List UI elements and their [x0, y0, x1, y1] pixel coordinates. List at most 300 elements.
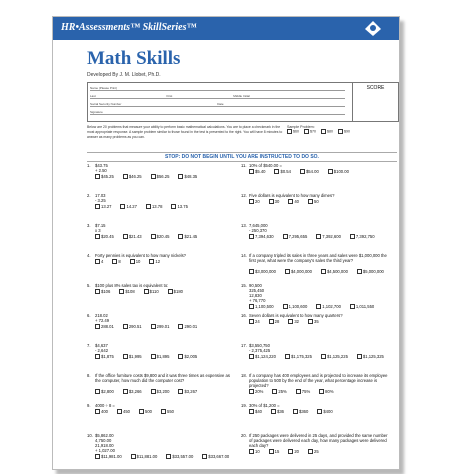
question-stem: 10% of $540.00 =: [249, 163, 282, 168]
checkbox[interactable]: [151, 324, 156, 329]
checkbox[interactable]: [95, 174, 100, 179]
answer-option-label: $11,881.00: [136, 454, 158, 459]
answer-option-label: 20: [255, 199, 260, 204]
question-number: 1.: [87, 163, 91, 168]
answer-option-label: $0.54: [280, 169, 291, 174]
checkbox[interactable]: [178, 324, 183, 329]
checkbox[interactable]: [171, 204, 176, 209]
answer-option-label: 290.51: [128, 324, 142, 329]
question-number: 16.: [241, 313, 247, 318]
answer-option-label: $108: [125, 289, 135, 294]
checkbox[interactable]: [269, 449, 274, 454]
checkbox[interactable]: [283, 234, 288, 239]
answer-option-label: 7,394,630: [255, 234, 274, 239]
answer-option[interactable]: [321, 354, 348, 359]
ssn-label: Social Security Number: [90, 102, 122, 106]
answer-option-label: $21.43: [128, 234, 142, 239]
answer-option-label: 75%: [301, 389, 311, 394]
checkbox[interactable]: [288, 319, 293, 324]
answer-option-label: 15: [274, 449, 280, 454]
answer-option[interactable]: [272, 389, 286, 394]
question-stem: $5,862.00 4,750.00 21,918.00 + 1,027.00: [95, 433, 115, 453]
answer-option-label: $48.35: [184, 174, 198, 179]
checkbox[interactable]: [131, 454, 136, 459]
answer-option-label: $110: [149, 289, 159, 294]
answer-options: [95, 234, 206, 239]
checkbox[interactable]: [151, 234, 156, 239]
checkbox[interactable]: [161, 409, 166, 414]
answer-option-label: 8: [118, 259, 121, 264]
checkbox[interactable]: [123, 354, 128, 359]
checkbox[interactable]: [168, 289, 173, 294]
checkbox[interactable]: [178, 389, 183, 394]
checkbox[interactable]: [95, 204, 100, 209]
answer-option[interactable]: [308, 319, 319, 324]
checkbox[interactable]: [249, 409, 254, 414]
signature-field[interactable]: Signature: [90, 110, 345, 115]
checkbox[interactable]: [269, 319, 274, 324]
answer-options: [95, 389, 206, 394]
answer-options: [95, 354, 206, 359]
answer-option-label: 24: [255, 319, 260, 324]
answer-option-label: $21.45: [184, 234, 198, 239]
answer-option[interactable]: [95, 174, 114, 179]
answer-option-label: $1,895: [156, 354, 170, 359]
last-label: Last: [90, 94, 96, 98]
answer-option[interactable]: [120, 204, 136, 209]
answer-option[interactable]: [151, 389, 170, 394]
answer-options: [249, 389, 343, 394]
checkbox[interactable]: [146, 204, 151, 209]
answer-option-label: 299.01: [156, 324, 170, 329]
answer-option[interactable]: [249, 319, 260, 324]
checkbox[interactable]: [350, 234, 355, 239]
answer-option-label: 13.78: [151, 204, 163, 209]
answer-option[interactable]: [95, 389, 114, 394]
checkbox[interactable]: [139, 409, 144, 414]
answer-option-label: 7,295,655: [288, 234, 308, 239]
answer-option[interactable]: [178, 354, 197, 359]
answer-option[interactable]: [328, 169, 349, 174]
answer-option-label: $180: [173, 289, 183, 294]
first-label: First: [166, 94, 173, 98]
answer-option-label: 288.01: [101, 324, 114, 329]
answer-option-label: 1,102,700: [322, 304, 341, 309]
score-box: SCORE: [352, 83, 398, 121]
answer-option-label: $33,557.00: [172, 454, 194, 459]
answer-option-label: $5.40: [255, 169, 266, 174]
answer-option-label: $56.25: [156, 174, 170, 179]
answer-option[interactable]: [249, 409, 262, 414]
answer-options: [95, 204, 197, 209]
checkbox[interactable]: [300, 169, 305, 174]
answer-option-label: 500: [145, 409, 152, 414]
answer-option[interactable]: [95, 289, 110, 294]
answer-options: [249, 449, 328, 454]
question-stem: If a company has 400 employees and is projected to increase its employee population to 500 by the end of the year, what percentage increase is projected?: [249, 373, 388, 388]
answer-option-label: 13.27: [101, 204, 112, 209]
answer-option[interactable]: [300, 169, 319, 174]
answer-option[interactable]: [131, 454, 158, 459]
answer-option[interactable]: [178, 234, 197, 239]
checkbox[interactable]: [293, 409, 298, 414]
checkbox[interactable]: [249, 354, 254, 359]
checkbox[interactable]: [317, 409, 322, 414]
checkbox[interactable]: [249, 389, 254, 394]
checkbox[interactable]: [283, 304, 288, 309]
question-stem: Forty pennies is equivalent to how many nickels?: [95, 253, 187, 258]
checkbox[interactable]: [144, 289, 149, 294]
answer-options: [249, 304, 383, 309]
puzzle-logo-icon: [363, 19, 383, 37]
answer-option-label: $3,266: [128, 389, 142, 394]
question-stem: If a company tripled its sales in three years and sales were $1,000,000 the first year, what were the company's sales the third year?: [249, 253, 387, 263]
checkbox[interactable]: [166, 454, 171, 459]
answer-options: [249, 354, 393, 359]
answer-option[interactable]: [144, 289, 159, 294]
stop-notice: STOP: DO NOT BEGIN UNTIL YOU ARE INSTRUCTED TO DO SO.: [87, 152, 397, 162]
question-number: 3.: [87, 223, 91, 228]
question-stem: $3,550,750 - 2,375,425: [249, 343, 271, 353]
question-number: 4.: [87, 253, 91, 258]
answer-option[interactable]: [308, 199, 319, 204]
sample-problem: [287, 125, 350, 134]
answer-option[interactable]: [274, 169, 290, 174]
question-number: 15.: [241, 283, 247, 288]
answer-option-label: 25: [314, 449, 319, 454]
last-first-field[interactable]: [90, 94, 345, 99]
answer-option-label: 400: [101, 409, 108, 414]
checkbox[interactable]: [178, 174, 183, 179]
answer-option[interactable]: [249, 234, 274, 239]
answer-options: [249, 199, 328, 204]
answer-option-label: 25%: [278, 389, 287, 394]
checkbox[interactable]: [308, 199, 313, 204]
answer-option-label: 7,392,600: [322, 234, 341, 239]
answer-option-label: 10: [255, 449, 260, 454]
candidate-info-form: [87, 82, 399, 122]
answer-option-label: $360: [299, 409, 309, 414]
answer-option[interactable]: [249, 389, 263, 394]
answer-option-label: $3,200: [156, 389, 170, 394]
checkbox[interactable]: [274, 169, 279, 174]
question-number: 11.: [241, 163, 247, 168]
answer-option-label: 550: [167, 409, 174, 414]
checkbox[interactable]: [285, 354, 290, 359]
checkbox[interactable]: [321, 354, 326, 359]
answer-option[interactable]: [249, 269, 276, 274]
answer-option[interactable]: [95, 409, 108, 414]
checkbox[interactable]: [95, 289, 100, 294]
name-field[interactable]: Name (Please Print): [90, 86, 345, 91]
checkbox[interactable]: [123, 174, 128, 179]
question-stem: If the office furniture costs $9,800 and it was three times as expensive as the computer, how much did the computer cost?: [95, 373, 230, 383]
answer-options: [249, 319, 328, 324]
checkbox[interactable]: [285, 269, 290, 274]
checkbox[interactable]: [95, 454, 100, 459]
answer-option-label: 30: [274, 199, 280, 204]
answer-option-label: 20%: [255, 389, 264, 394]
answer-option-label: $5,000,000: [362, 269, 384, 274]
answer-option-label: $33,667.00: [208, 454, 230, 459]
answer-option[interactable]: [178, 174, 197, 179]
answer-option[interactable]: [171, 204, 187, 209]
question-number: 10.: [87, 433, 93, 438]
answer-option-label: 35: [314, 319, 319, 324]
checkbox[interactable]: [149, 259, 154, 264]
checkbox[interactable]: [151, 389, 156, 394]
answer-option-label: $106: [101, 289, 111, 294]
answer-option-label: $40: [255, 409, 262, 414]
answer-option-label: 28: [274, 319, 280, 324]
answer-option[interactable]: [168, 289, 183, 294]
answer-option-label: 7,392,750: [355, 234, 375, 239]
answer-option[interactable]: [123, 354, 142, 359]
question-stem: If 250 packages were delivered in 25 days, and provided the same number of packages were delivered each day, how many packages were delivered each day?: [249, 433, 388, 448]
answer-option[interactable]: [321, 269, 348, 274]
answer-option[interactable]: [249, 169, 265, 174]
answer-option[interactable]: [95, 204, 111, 209]
checkbox[interactable]: [272, 389, 277, 394]
answer-option[interactable]: [249, 304, 274, 309]
answer-option[interactable]: [269, 199, 280, 204]
answer-option[interactable]: [130, 259, 141, 264]
question-number: 8.: [87, 373, 91, 378]
question-number: 6.: [87, 313, 91, 318]
answer-option[interactable]: [249, 354, 276, 359]
checkbox[interactable]: [95, 354, 100, 359]
answer-option[interactable]: [123, 234, 142, 239]
question-stem: 17.03 - 3.25: [95, 193, 106, 203]
answer-option[interactable]: [293, 409, 308, 414]
checkbox[interactable]: [120, 204, 125, 209]
answer-option[interactable]: [249, 199, 260, 204]
checkbox[interactable]: [202, 454, 207, 459]
answer-option-label: $20.45: [156, 234, 170, 239]
page-title: Math Skills: [87, 48, 181, 69]
answer-option[interactable]: [296, 389, 310, 394]
answer-option[interactable]: [308, 449, 319, 454]
worksheet: [52, 16, 400, 470]
question-stem: 4000 ÷ 8 =: [95, 403, 115, 408]
answer-option[interactable]: [95, 324, 114, 329]
answer-option-label: 32: [294, 319, 300, 324]
answer-option-label: $36: [277, 409, 284, 414]
question-stem: 218.02 + 72.49: [95, 313, 110, 323]
checkbox[interactable]: [151, 174, 156, 179]
answer-option[interactable]: [269, 319, 280, 324]
answer-option[interactable]: [271, 409, 284, 414]
answer-option-label: 14.27: [126, 204, 137, 209]
answer-option[interactable]: [288, 319, 299, 324]
ssn-field[interactable]: [90, 102, 345, 107]
answer-option[interactable]: [285, 269, 312, 274]
answer-option[interactable]: [151, 324, 170, 329]
answer-option[interactable]: [112, 259, 120, 264]
answer-options: [249, 169, 358, 174]
answer-option[interactable]: [151, 234, 170, 239]
middle-label: Middle Initial: [233, 94, 250, 98]
answer-options: [249, 269, 393, 274]
answer-option[interactable]: [123, 389, 142, 394]
answer-option-label: $1,124,220: [255, 354, 276, 359]
answer-option-label: $45.25: [101, 174, 114, 179]
banner-title: HR•Assessments™ SkillSeries™: [61, 22, 197, 33]
answer-option[interactable]: [151, 354, 170, 359]
answer-options: [95, 409, 183, 414]
checkbox[interactable]: [357, 354, 362, 359]
answer-option[interactable]: [288, 449, 299, 454]
checkbox[interactable]: [308, 319, 313, 324]
checkbox[interactable]: [95, 234, 100, 239]
checkbox[interactable]: [249, 319, 254, 324]
answer-option-label: $1,125,225: [326, 354, 348, 359]
answer-option[interactable]: [249, 449, 260, 454]
checkbox[interactable]: [123, 389, 128, 394]
checkbox[interactable]: [350, 304, 355, 309]
answer-option[interactable]: [95, 454, 122, 459]
answer-options: [95, 259, 169, 264]
checkbox[interactable]: [119, 289, 124, 294]
answer-option[interactable]: [319, 389, 333, 394]
question-stem: $4,637 - 2,642: [95, 343, 109, 353]
answer-option[interactable]: [350, 304, 374, 309]
question-number: 18.: [241, 373, 247, 378]
checkbox[interactable]: [249, 449, 254, 454]
answer-option[interactable]: [95, 234, 114, 239]
checkbox[interactable]: [288, 449, 293, 454]
checkbox[interactable]: [269, 199, 274, 204]
checkbox[interactable]: [112, 259, 117, 264]
question-stem: 7,645,000 - 250,370: [249, 223, 268, 233]
checkbox[interactable]: [95, 389, 100, 394]
answer-option-label: 50: [314, 199, 319, 204]
answer-option[interactable]: [357, 354, 384, 359]
answer-option[interactable]: [123, 174, 142, 179]
answer-option[interactable]: [350, 234, 375, 239]
answer-option[interactable]: [283, 234, 308, 239]
answer-option-label: $54.00: [305, 169, 319, 174]
answer-option[interactable]: [178, 324, 197, 329]
checkbox[interactable]: [288, 199, 293, 204]
answer-option[interactable]: [269, 449, 280, 454]
answer-option-label: $1,995: [128, 354, 142, 359]
answer-option[interactable]: [317, 409, 332, 414]
answer-option[interactable]: [149, 259, 160, 264]
question-stem: 30% of $1,200 =: [249, 403, 280, 408]
question-stem: 90,500 325,450 12,830 + 76,770: [249, 283, 266, 303]
answer-option-label: 12: [155, 259, 161, 264]
answer-option[interactable]: [161, 409, 174, 414]
checkbox[interactable]: [95, 259, 100, 264]
answer-option-label: $100.00: [333, 169, 349, 174]
answer-option-label: $2,005: [184, 354, 198, 359]
answer-option[interactable]: [123, 324, 142, 329]
answer-option[interactable]: [139, 409, 152, 414]
answer-options: [95, 174, 206, 179]
question-number: 9.: [87, 403, 91, 408]
answer-option-label: 20: [294, 449, 300, 454]
answer-option-label: $3,267: [184, 389, 198, 394]
answer-option[interactable]: [357, 269, 384, 274]
answer-option[interactable]: [166, 454, 193, 459]
checkbox[interactable]: [249, 199, 254, 204]
checkbox[interactable]: [271, 409, 276, 414]
answer-option[interactable]: [202, 454, 229, 459]
answer-option-label: 13.75: [177, 204, 188, 209]
banner: [53, 17, 399, 40]
checkbox[interactable]: [95, 409, 100, 414]
checkbox[interactable]: [316, 234, 321, 239]
answer-option[interactable]: [151, 174, 170, 179]
checkbox[interactable]: [123, 324, 128, 329]
answer-option-label: $1,875: [101, 354, 114, 359]
answer-option-label: $1,125,325: [362, 354, 384, 359]
checkbox[interactable]: [357, 269, 362, 274]
question-stem: Seven dollars is equivalent to how many quarters?: [249, 313, 343, 318]
checkbox[interactable]: [249, 169, 254, 174]
checkbox[interactable]: [178, 354, 183, 359]
answer-option[interactable]: [146, 204, 162, 209]
question-number: 14.: [241, 253, 247, 258]
question-stem: Five dollars is equivalent to how many dimes?: [249, 193, 335, 198]
sample-label: Sample Problem:: [287, 125, 315, 129]
checkbox[interactable]: [296, 389, 301, 394]
answer-option-label: 1,011,550: [355, 304, 375, 309]
answer-option-label: 1,100,500: [255, 304, 274, 309]
answer-option[interactable]: [119, 289, 134, 294]
question-number: 20.: [241, 433, 247, 438]
answer-option[interactable]: [95, 354, 114, 359]
question-number: 12.: [241, 193, 247, 198]
date-label: Date: [217, 102, 224, 106]
answer-option[interactable]: [288, 199, 299, 204]
answer-option[interactable]: [178, 389, 197, 394]
checkbox[interactable]: [95, 324, 100, 329]
answer-option[interactable]: [316, 234, 341, 239]
answer-option[interactable]: [117, 409, 130, 414]
checkbox[interactable]: [308, 449, 313, 454]
checkbox[interactable]: [123, 234, 128, 239]
checkbox[interactable]: [151, 354, 156, 359]
answer-option[interactable]: [283, 304, 308, 309]
answer-option[interactable]: [285, 354, 312, 359]
instructions: Below are 20 problems that measure your ability to perform basic mathematical calculations. You are to place a checkmark in the most appropriate response. A sample problem similar to those found in the test is presented to the right. You will have 8 minutes to answer as many problems as you can.: [87, 125, 283, 139]
checkbox[interactable]: [249, 269, 254, 274]
question-number: 17.: [241, 343, 247, 348]
question-number: 5.: [87, 283, 91, 288]
checkbox[interactable]: [319, 389, 324, 394]
answer-option[interactable]: [95, 259, 103, 264]
question-stem: $7.15 x 3: [95, 223, 106, 233]
checkbox[interactable]: [321, 269, 326, 274]
answer-option-label: 80%: [325, 389, 334, 394]
checkbox[interactable]: [316, 304, 321, 309]
checkbox[interactable]: [117, 409, 122, 414]
answer-option[interactable]: [316, 304, 341, 309]
checkbox[interactable]: [249, 304, 254, 309]
checkbox[interactable]: [328, 169, 333, 174]
answer-option-label: $2,800: [101, 389, 114, 394]
answer-option-label: $4,000,000: [290, 269, 312, 274]
checkbox[interactable]: [178, 234, 183, 239]
answer-options: [95, 454, 238, 459]
question-number: 19.: [241, 403, 247, 408]
checkbox[interactable]: [249, 234, 254, 239]
sample-options: $60 $70 $80 $90: [287, 129, 350, 134]
checkbox[interactable]: [130, 259, 135, 264]
answer-option-label: $11,981.00: [101, 454, 122, 459]
